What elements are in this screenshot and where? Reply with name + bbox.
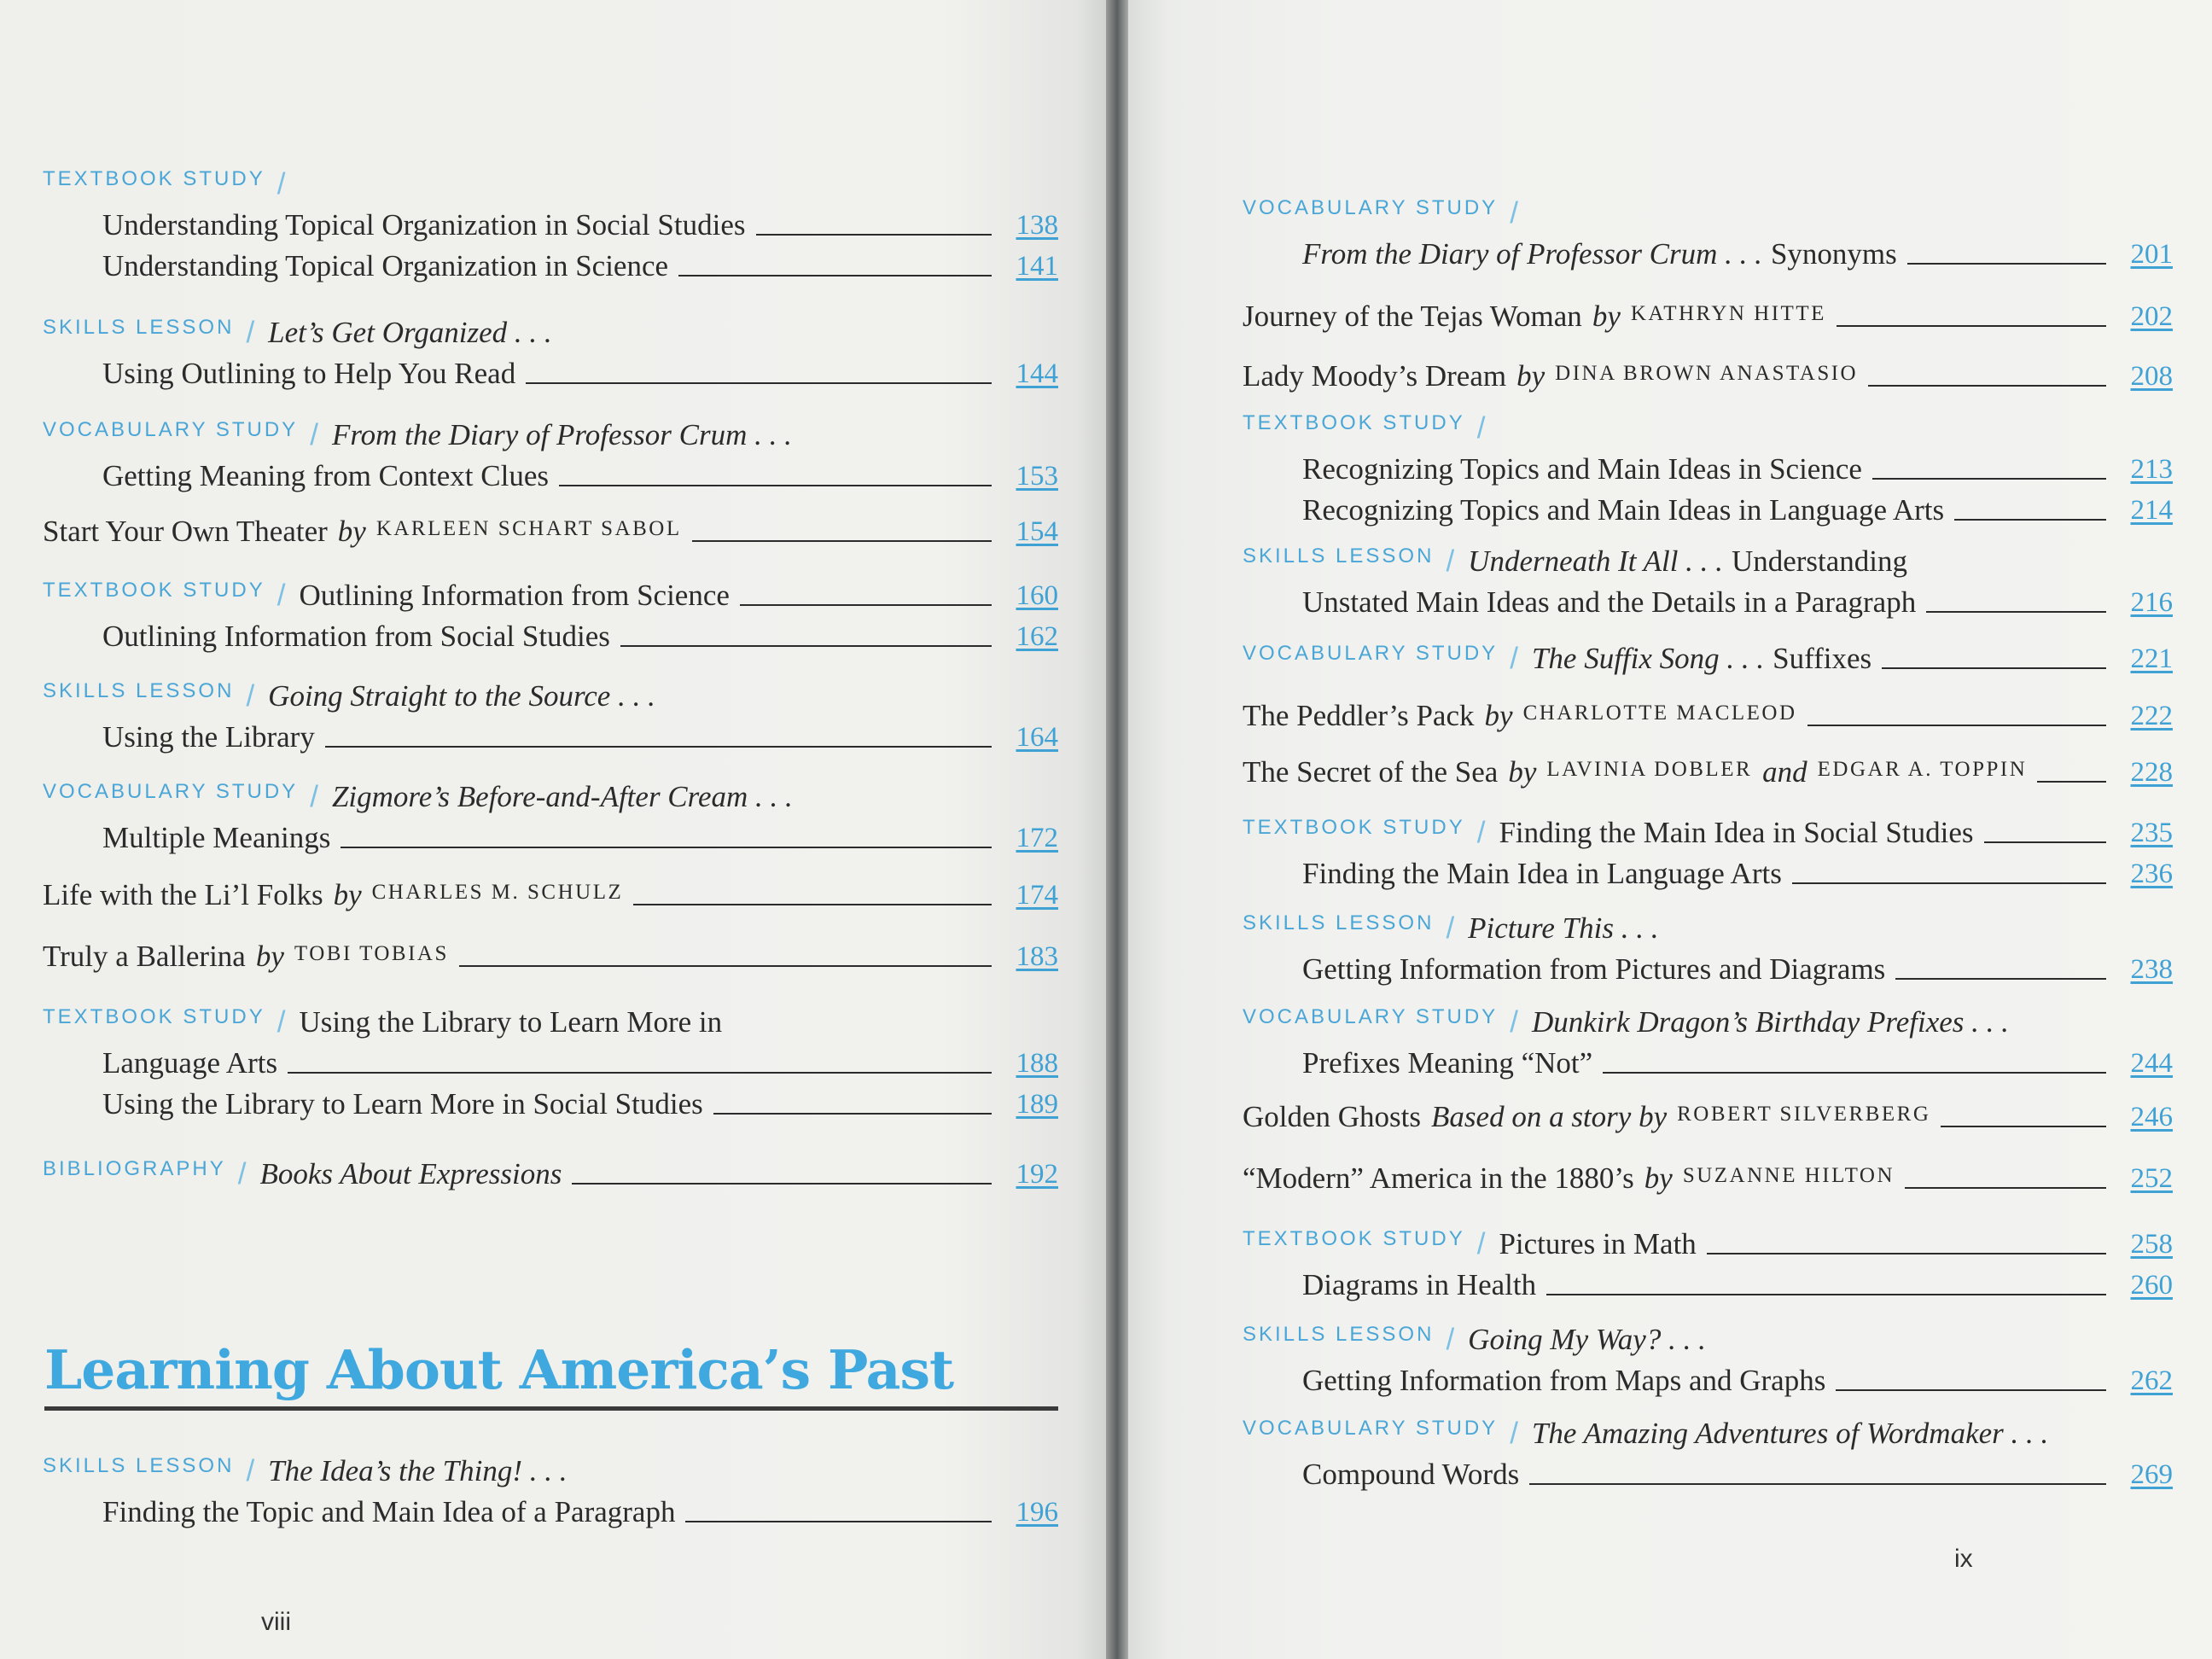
selection-title: Life with the Li’l Folks <box>43 878 323 911</box>
dot-leader <box>1707 1253 2106 1254</box>
lesson-title: Diagrams in Health <box>1302 1268 1537 1301</box>
dot-leader <box>1905 1187 2106 1189</box>
toc-entry <box>1243 903 2173 990</box>
page-number[interactable]: 154 <box>1016 516 1058 547</box>
toc-entry-header <box>43 410 1058 456</box>
dot-leader <box>1807 725 2106 726</box>
author-by: by <box>1592 300 1621 333</box>
lesson-title: Getting Meaning from Context Clues <box>102 459 549 492</box>
toc-entry-header <box>43 570 1058 616</box>
category-divider: / <box>310 780 318 813</box>
author-name: SUZANNE HILTON <box>1682 1164 1895 1187</box>
category-label: VOCABULARY STUDY <box>1243 1417 1499 1440</box>
lesson-subtitle: Synonyms <box>1770 237 1897 271</box>
toc-entry-header <box>43 997 1058 1043</box>
page-number[interactable]: 216 <box>2130 587 2173 618</box>
page-number[interactable]: 172 <box>1016 823 1058 853</box>
category-divider: / <box>1476 411 1486 445</box>
page-number[interactable]: 153 <box>1016 461 1058 492</box>
toc-entry-header <box>1243 1408 2173 1454</box>
toc-entry-header <box>1243 633 2173 679</box>
toc-entry <box>1243 294 2173 337</box>
toc-entry <box>43 997 1058 1125</box>
author-name: ROBERT SILVERBERG <box>1677 1103 1931 1126</box>
toc-entry-header <box>1243 807 2173 853</box>
toc-line[interactable] <box>43 353 1058 394</box>
category-divider: / <box>1446 544 1455 578</box>
toc-entry <box>1243 536 2173 623</box>
toc-entry <box>1243 749 2173 793</box>
page-number[interactable]: 144 <box>1016 358 1058 389</box>
toc-entry-header <box>43 1149 1058 1195</box>
category-divider: / <box>1446 911 1455 945</box>
dot-leader <box>1837 325 2106 327</box>
category-label: TEXTBOOK STUDY <box>43 579 265 602</box>
category-label: TEXTBOOK STUDY <box>43 167 265 190</box>
lesson-title: Compound Words <box>1302 1458 1520 1491</box>
category-label: TEXTBOOK STUDY <box>1243 816 1465 839</box>
selection-title: Start Your Own Theater <box>43 515 328 548</box>
dot-leader <box>1984 841 2107 843</box>
author-name: DINA BROWN ANASTASIO <box>1555 362 1859 385</box>
toc-entry <box>43 509 1058 552</box>
lesson-title: Multiple Meanings <box>102 821 331 854</box>
selection-title: The Secret of the Sea <box>1243 755 1499 789</box>
lesson-title: Using Outlining to Help You Read <box>102 357 516 390</box>
toc-entry <box>1243 807 2173 894</box>
category-divider: / <box>246 316 255 349</box>
category-divider: / <box>1476 1227 1486 1260</box>
toc-entry-header <box>43 159 1058 205</box>
toc-line[interactable] <box>43 818 1058 859</box>
author-name: KARLEEN SCHART SABOL <box>375 517 682 540</box>
toc-selection[interactable] <box>1243 749 2173 793</box>
lesson-title: Using the Library <box>102 720 315 754</box>
page-number[interactable]: 196 <box>1016 1497 1058 1528</box>
lesson-title: From the Diary of Professor Crum . . . <box>1302 237 1762 271</box>
dot-leader <box>678 275 992 276</box>
lesson-title: Language Arts <box>102 1046 278 1080</box>
dot-leader <box>526 382 992 384</box>
lesson-title: Zigmore’s Before-and-After Cream . . . <box>331 780 793 813</box>
lesson-title: Recognizing Topics and Main Ideas in Language Arts <box>1302 493 1945 527</box>
toc-entry <box>43 570 1058 657</box>
category-divider: / <box>1510 196 1518 230</box>
dot-leader <box>1954 519 2106 521</box>
toc-line[interactable] <box>1243 949 2173 990</box>
category-divider: / <box>1446 1323 1455 1356</box>
page-number[interactable]: 221 <box>2130 643 2173 674</box>
dot-leader <box>559 485 992 486</box>
toc-selection[interactable] <box>43 872 1058 916</box>
author-name: KATHRYN HITTE <box>1630 302 1826 325</box>
dot-leader <box>1926 611 2106 613</box>
toc-line[interactable] <box>43 1043 1058 1084</box>
lesson-title: Recognizing Topics and Main Ideas in Science <box>1302 452 1862 486</box>
lesson-title: From the Diary of Professor Crum . . . <box>331 418 792 451</box>
author-name: EDGAR A. TOPPIN <box>1817 758 2028 781</box>
toc-selection[interactable] <box>1243 294 2173 337</box>
unit-title-rule <box>44 1406 1058 1411</box>
author-by: by <box>1508 755 1537 789</box>
author-by: by <box>1484 699 1513 732</box>
page-number[interactable]: 246 <box>2130 1102 2173 1132</box>
page-number[interactable]: 188 <box>1016 1048 1058 1079</box>
toc-line[interactable] <box>1243 490 2173 531</box>
page-number[interactable]: 260 <box>2130 1270 2173 1301</box>
lesson-title: Outlining Information from Science <box>299 579 730 612</box>
lesson-title: Picture This . . . <box>1468 911 1659 945</box>
dot-leader <box>459 965 992 967</box>
lesson-title: Pictures in Math <box>1499 1227 1697 1260</box>
dot-leader <box>1872 478 2106 480</box>
dot-leader <box>692 540 992 542</box>
dot-leader <box>1895 978 2106 980</box>
page-number[interactable]: 202 <box>2130 301 2173 332</box>
toc-entry-header <box>1243 903 2173 949</box>
lesson-title: Dunkirk Dragon’s Birthday Prefixes . . . <box>1531 1005 2009 1039</box>
folio-right: ix <box>1954 1545 1973 1573</box>
toc-entry <box>1243 1155 2173 1199</box>
category-divider: / <box>1510 642 1518 675</box>
category-label: BIBLIOGRAPHY <box>43 1157 226 1180</box>
page-number[interactable]: 164 <box>1016 722 1058 753</box>
page-number[interactable]: 235 <box>2130 818 2173 848</box>
category-divider: / <box>276 579 286 612</box>
category-label: SKILLS LESSON <box>1243 911 1435 934</box>
toc-entry <box>43 872 1058 916</box>
toc-line[interactable] <box>43 205 1058 246</box>
lesson-title: Finding the Main Idea in Social Studies <box>1499 816 1974 849</box>
toc-entry-header <box>1243 1314 2173 1360</box>
author-by: by <box>333 878 362 911</box>
lesson-title: Understanding Topical Organization in Social Studies <box>102 208 746 242</box>
toc-entry <box>43 771 1058 859</box>
toc-line[interactable] <box>43 1084 1058 1125</box>
dot-leader <box>1868 385 2106 387</box>
toc-entry <box>43 1149 1058 1195</box>
category-label: VOCABULARY STUDY <box>1243 196 1499 219</box>
lesson-title: Underneath It All . . . <box>1468 544 1723 578</box>
toc-line[interactable] <box>1243 853 2173 894</box>
toc-entry <box>1243 188 2173 275</box>
toc-selection[interactable] <box>1243 353 2173 397</box>
dot-leader <box>325 746 992 748</box>
page-number[interactable]: 174 <box>1016 880 1058 911</box>
selection-title: Journey of the Tejas Woman <box>1243 300 1582 333</box>
author-by: by <box>1516 359 1545 393</box>
category-label: VOCABULARY STUDY <box>43 418 299 441</box>
lesson-title: The Suffix Song . . . <box>1531 642 1765 675</box>
toc-entry-header <box>1243 188 2173 234</box>
page-number[interactable]: 208 <box>2130 361 2173 392</box>
lesson-title: Let’s Get Organized . . . <box>268 316 552 349</box>
toc-selection[interactable] <box>1243 693 2173 736</box>
toc-line[interactable] <box>1243 1360 2173 1401</box>
unit-title: Learning About America’s Past <box>44 1338 954 1401</box>
category-divider: / <box>1510 1005 1518 1039</box>
lesson-subtitle: Suffixes <box>1773 642 1872 675</box>
toc-entry <box>1243 1219 2173 1306</box>
dot-leader <box>1603 1072 2106 1074</box>
page-number[interactable]: 244 <box>2130 1048 2173 1079</box>
toc-entry <box>1243 1094 2173 1138</box>
toc-entry-header <box>1243 536 2173 582</box>
page-number[interactable]: 160 <box>1016 580 1058 611</box>
toc-line[interactable] <box>43 616 1058 657</box>
dot-leader <box>1546 1294 2106 1295</box>
lesson-title: Books About Expressions <box>259 1157 562 1190</box>
toc-entry-header <box>43 671 1058 717</box>
lesson-title: Getting Information from Maps and Graphs <box>1302 1364 1826 1397</box>
dot-leader <box>572 1183 992 1185</box>
category-divider: / <box>1476 816 1486 849</box>
toc-line[interactable] <box>1243 234 2173 275</box>
category-label: VOCABULARY STUDY <box>1243 642 1499 665</box>
toc-selection[interactable] <box>1243 1094 2173 1138</box>
category-label: TEXTBOOK STUDY <box>1243 1227 1465 1250</box>
book-gutter <box>1106 0 1128 1659</box>
category-label: SKILLS LESSON <box>43 316 235 339</box>
lesson-subtitle: Understanding <box>1731 544 1908 578</box>
lesson-title: Getting Information from Pictures and Diagrams <box>1302 952 1886 986</box>
page-number[interactable]: 238 <box>2130 954 2173 985</box>
category-label: VOCABULARY STUDY <box>43 780 299 803</box>
toc-entry <box>43 307 1058 394</box>
toc-line[interactable] <box>1243 1265 2173 1306</box>
lesson-title: Going My Way? . . . <box>1468 1323 1706 1356</box>
page-number[interactable]: 213 <box>2130 454 2173 485</box>
category-label: SKILLS LESSON <box>1243 1323 1435 1346</box>
toc-entry-header <box>1243 403 2173 449</box>
lesson-title: Understanding Topical Organization in Science <box>102 249 669 282</box>
lesson-title: Unstated Main Ideas and the Details in a Paragraph <box>1302 585 1917 619</box>
selection-title: Lady Moody’s Dream <box>1243 359 1507 393</box>
author-prefix: Based on a story by <box>1431 1100 1668 1133</box>
dot-leader <box>1882 667 2106 669</box>
dot-leader <box>713 1113 992 1115</box>
lesson-title: Using the Library to Learn More in Social Studies <box>102 1087 703 1121</box>
toc-line[interactable] <box>43 246 1058 287</box>
toc-entry <box>43 934 1058 977</box>
author-and: and <box>1762 755 1807 789</box>
selection-title: The Peddler’s Pack <box>1243 699 1475 732</box>
dot-leader <box>756 234 992 236</box>
category-divider: / <box>246 679 255 713</box>
lesson-title: Finding the Main Idea in Language Arts <box>1302 857 1782 890</box>
dot-leader <box>341 847 992 848</box>
page-number[interactable]: 138 <box>1016 210 1058 241</box>
category-label: SKILLS LESSON <box>43 679 235 702</box>
toc-selection[interactable] <box>43 934 1058 977</box>
selection-title: “Modern” America in the 1880’s <box>1243 1161 1634 1195</box>
page-number[interactable]: 183 <box>1016 941 1058 972</box>
category-label: TEXTBOOK STUDY <box>1243 411 1465 434</box>
dot-leader <box>620 645 992 647</box>
selection-title: Golden Ghosts <box>1243 1100 1422 1133</box>
page-number[interactable]: 269 <box>2130 1459 2173 1490</box>
category-label: TEXTBOOK STUDY <box>43 1005 265 1028</box>
category-label: SKILLS LESSON <box>43 1454 235 1477</box>
dot-leader <box>1836 1389 2106 1391</box>
category-label: VOCABULARY STUDY <box>1243 1005 1499 1028</box>
page-number[interactable]: 228 <box>2130 757 2173 788</box>
toc-entry <box>43 1446 1058 1533</box>
page-number[interactable]: 252 <box>2130 1163 2173 1194</box>
toc-line[interactable] <box>43 456 1058 497</box>
page-number[interactable]: 214 <box>2130 495 2173 526</box>
toc-entry <box>1243 353 2173 397</box>
toc-entry-header <box>43 307 1058 353</box>
dot-leader <box>2037 781 2106 783</box>
dot-leader <box>1792 882 2106 884</box>
category-label: SKILLS LESSON <box>1243 544 1435 568</box>
category-divider: / <box>237 1157 247 1190</box>
category-divider: / <box>246 1454 255 1487</box>
toc-entry-header <box>43 1446 1058 1492</box>
author-by: by <box>337 515 366 548</box>
toc-selection[interactable] <box>43 509 1058 552</box>
toc-line[interactable] <box>43 1492 1058 1533</box>
dot-leader <box>1529 1483 2106 1485</box>
author-by: by <box>1644 1161 1673 1195</box>
category-divider: / <box>310 418 318 451</box>
lesson-title: Going Straight to the Source . . . <box>268 679 655 713</box>
author-name: CHARLOTTE MACLEOD <box>1522 701 1797 725</box>
lesson-title: Using the Library to Learn More in <box>299 1005 723 1039</box>
toc-entry <box>1243 1314 2173 1401</box>
toc-line[interactable] <box>1243 582 2173 623</box>
toc-entry <box>1243 997 2173 1084</box>
toc-entry <box>1243 403 2173 531</box>
page-number[interactable]: 201 <box>2130 239 2173 270</box>
dot-leader <box>1941 1126 2106 1127</box>
toc-line[interactable] <box>1243 1043 2173 1084</box>
toc-entry <box>43 410 1058 497</box>
dot-leader <box>685 1521 992 1522</box>
category-divider: / <box>276 167 286 201</box>
author-name: LAVINIA DOBLER <box>1546 758 1753 781</box>
toc-entry-header <box>1243 997 2173 1043</box>
dot-leader <box>740 604 992 606</box>
page-number[interactable]: 162 <box>1016 621 1058 652</box>
page-number[interactable]: 141 <box>1016 251 1058 282</box>
toc-line[interactable] <box>43 717 1058 758</box>
toc-entry <box>1243 1408 2173 1495</box>
folio-left: viii <box>261 1608 291 1636</box>
lesson-title: Outlining Information from Social Studies <box>102 620 610 653</box>
author-name: TOBI TOBIAS <box>294 942 449 965</box>
lesson-title: Prefixes Meaning “Not” <box>1302 1046 1593 1080</box>
toc-entry <box>43 159 1058 287</box>
selection-title: Truly a Ballerina <box>43 940 246 973</box>
lesson-title: The Amazing Adventures of Wordmaker . . . <box>1531 1417 2049 1450</box>
page-number[interactable]: 189 <box>1016 1089 1058 1120</box>
page-number[interactable]: 236 <box>2130 859 2173 889</box>
toc-line[interactable] <box>1243 449 2173 490</box>
dot-leader <box>633 904 992 905</box>
toc-entry-header <box>1243 1219 2173 1265</box>
toc-entry <box>1243 693 2173 736</box>
page-number[interactable]: 222 <box>2130 701 2173 731</box>
toc-entry-header <box>43 771 1058 818</box>
lesson-title: Finding the Topic and Main Idea of a Paragraph <box>102 1495 676 1528</box>
dot-leader <box>1907 263 2106 265</box>
page-number[interactable]: 258 <box>2130 1229 2173 1260</box>
dot-leader <box>288 1072 992 1074</box>
toc-selection[interactable] <box>1243 1155 2173 1199</box>
toc-line[interactable] <box>1243 1454 2173 1495</box>
author-name: CHARLES M. SCHULZ <box>371 881 624 904</box>
page-number[interactable]: 262 <box>2130 1365 2173 1396</box>
author-by: by <box>255 940 284 973</box>
toc-entry <box>43 671 1058 758</box>
page-number[interactable]: 192 <box>1016 1159 1058 1190</box>
toc-entry <box>1243 633 2173 679</box>
category-divider: / <box>276 1005 286 1039</box>
category-divider: / <box>1510 1417 1518 1450</box>
lesson-title: The Idea’s the Thing! . . . <box>268 1454 568 1487</box>
